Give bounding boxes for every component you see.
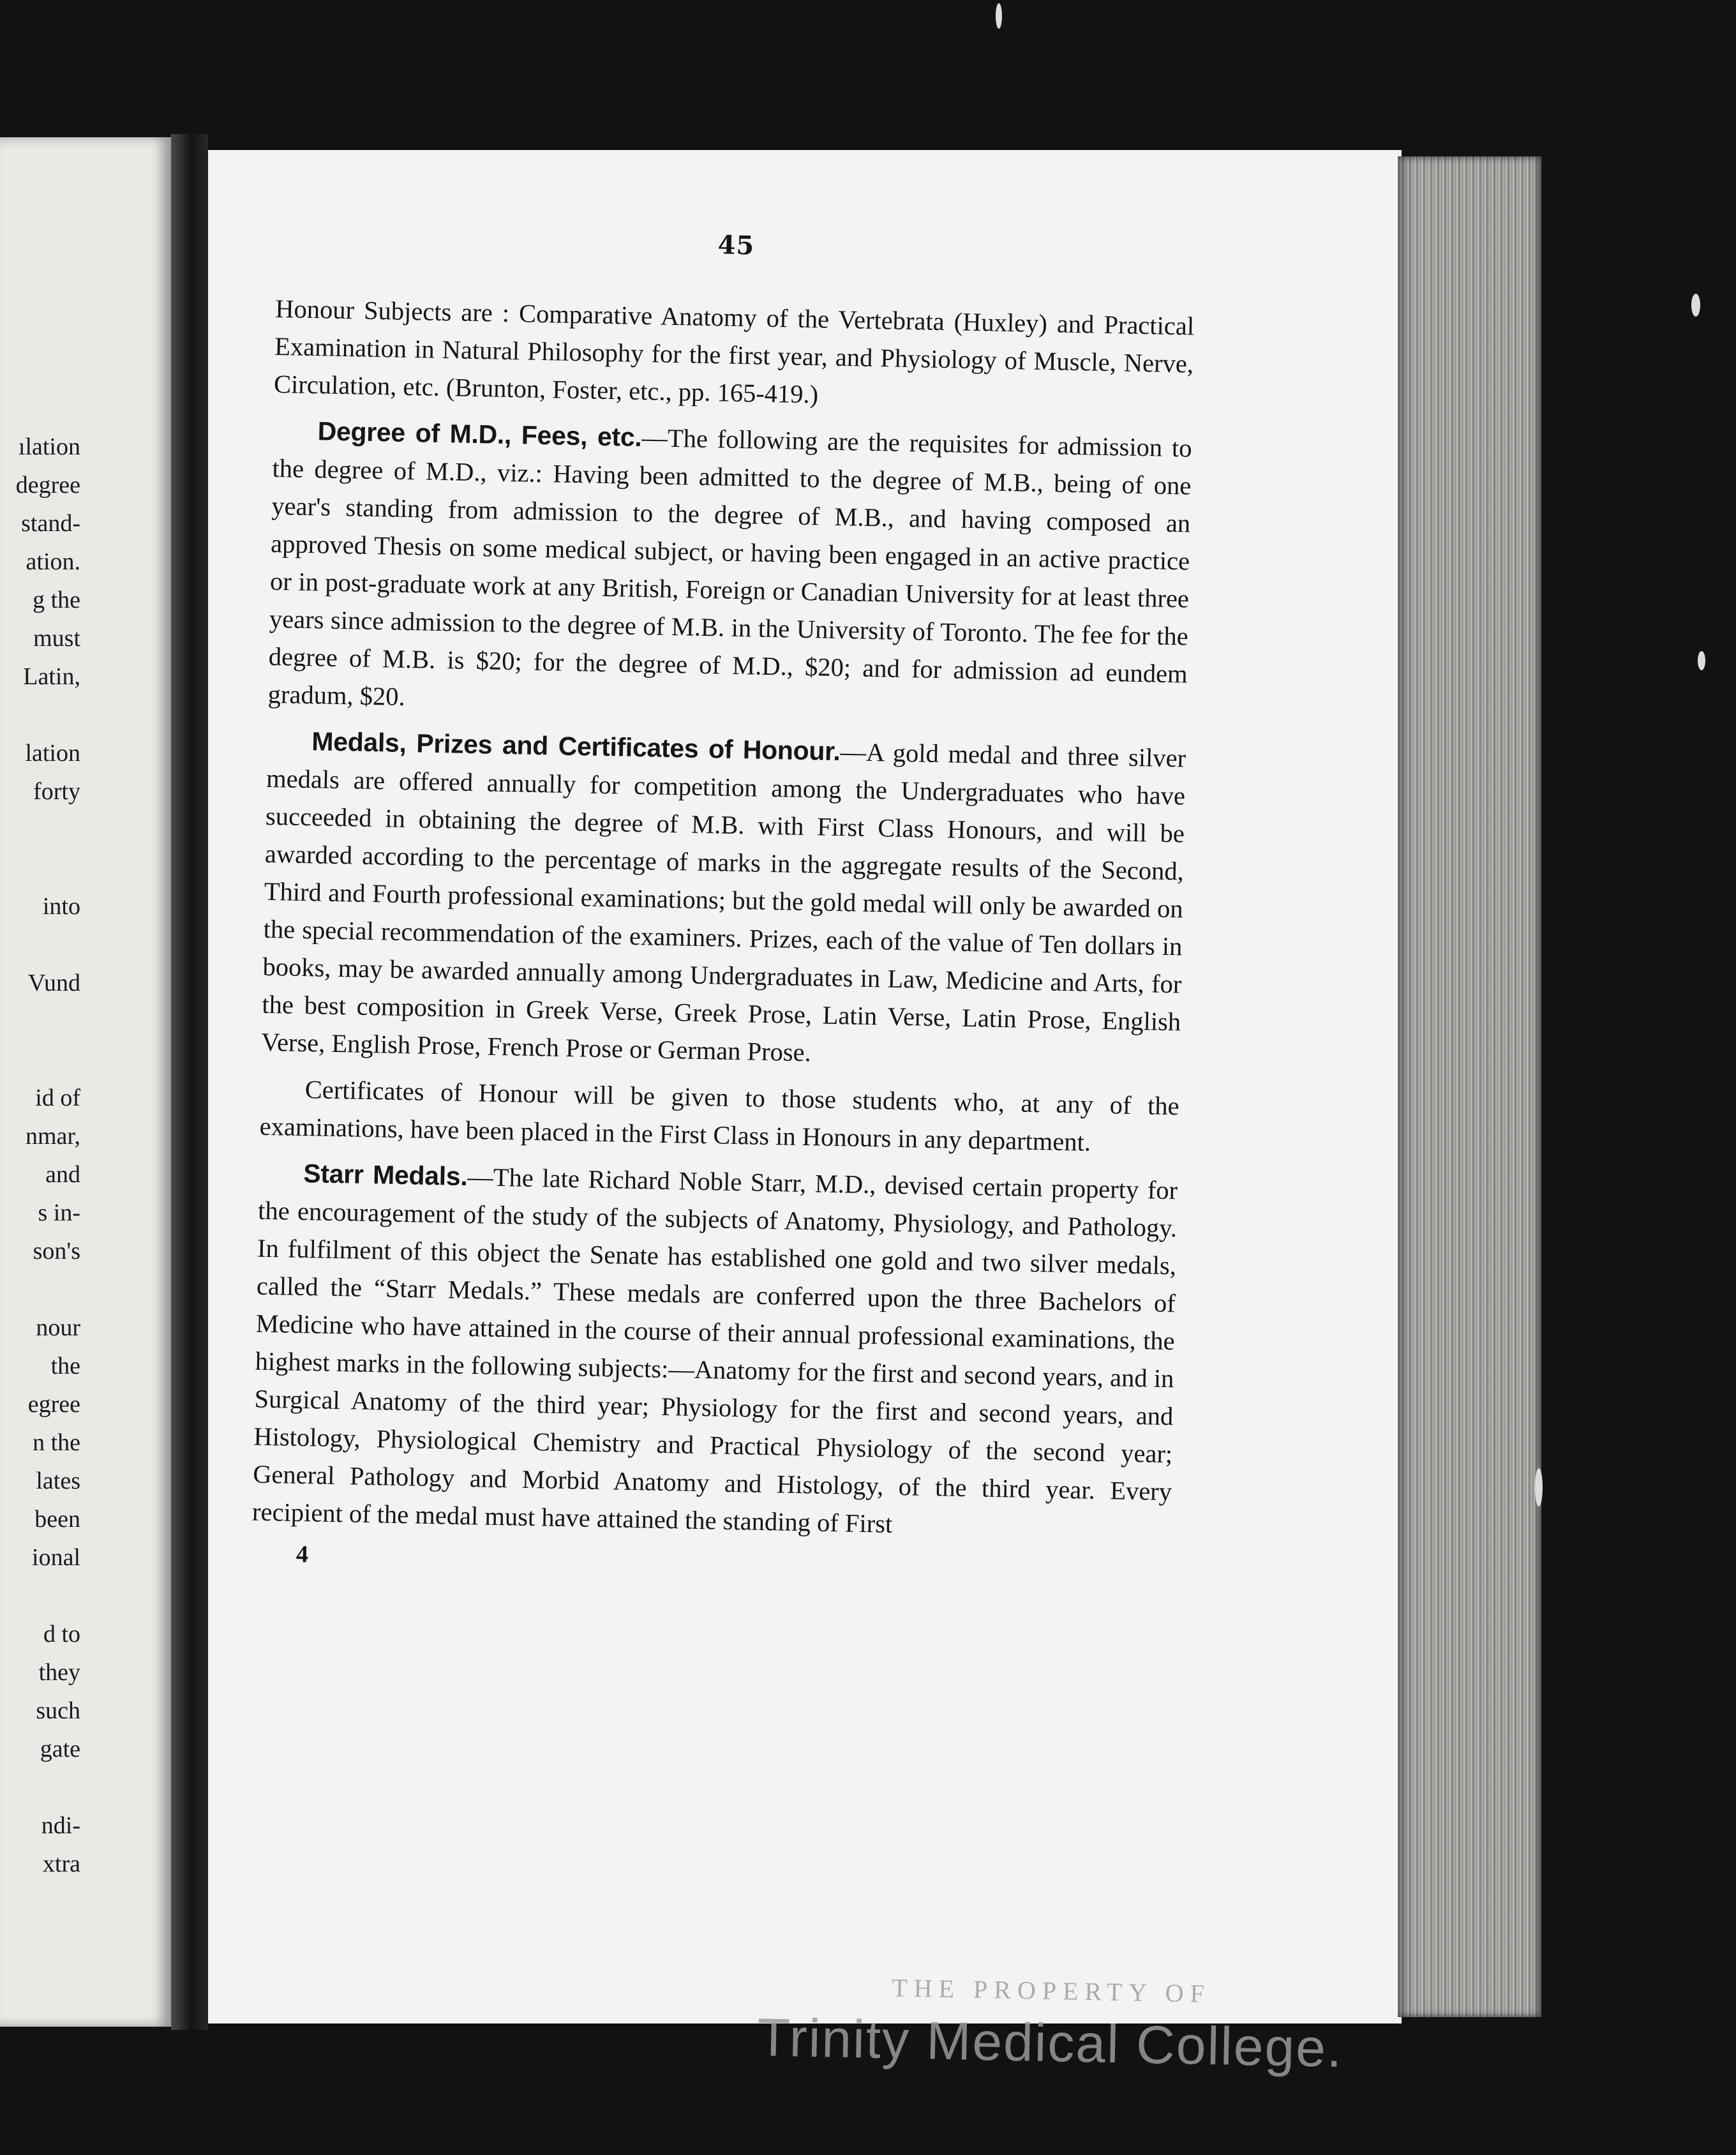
paragraph-text: Honour Subjects are : Comparative Anatomy of the Vertebrata (Huxley) and Practical Examination in Natural Philosophy for the first year, and Physiology of Muscle, Nerve, Circulation, etc. (Brunton, Foster, etc., pp. 165-419.) (273, 294, 1195, 409)
current-page (208, 150, 1402, 2078)
previous-page-line (0, 926, 80, 964)
previous-page-line (0, 1768, 80, 1806)
previous-page-line: g the (33, 587, 80, 613)
previous-page-line (0, 1270, 80, 1309)
previous-page-line: s in- (38, 1199, 80, 1226)
previous-page-line: such (36, 1697, 80, 1724)
previous-page-line: degree (15, 472, 80, 499)
section-heading: Starr Medals. (303, 1159, 468, 1192)
signature-mark: 4 (296, 1540, 309, 1568)
previous-page-line: Vund (27, 970, 80, 996)
paragraph-medals-prizes (261, 722, 1186, 1079)
stamp-line-2: Trinity Medical College. (756, 2007, 1344, 2078)
paragraph-honour-subjects (274, 290, 1195, 421)
previous-page-line: been (34, 1506, 80, 1533)
previous-page-line: ation. (26, 548, 80, 575)
previous-page-line: Latin, (23, 663, 80, 690)
previous-page-line: into (42, 893, 80, 920)
previous-page-line (0, 811, 80, 849)
previous-page-line: ional (32, 1544, 80, 1571)
page-content (251, 222, 1196, 1585)
previous-page-line: egree (27, 1391, 80, 1418)
previous-page-line: forty (33, 778, 80, 805)
book-gutter (171, 134, 208, 2030)
previous-page-line: xtra (42, 1851, 80, 1877)
paragraph-certificates (259, 1070, 1179, 1163)
section-heading: Medals, Prizes and Certificates of Honour. (311, 726, 841, 767)
previous-page-line: ılation (18, 433, 80, 460)
previous-page-line: son's (33, 1238, 80, 1265)
stamp-line-1: THE PROPERTY OF (891, 1973, 1211, 2008)
dust-speck (996, 3, 1002, 29)
paragraph-text: —A gold medal and three silver medals are offered annually for competition among the Undergraduates who have succeeded in obtaining the degree of M.B. with First Class Honours, and will be awarded according to the percentage of marks in the aggregate results of the Second, Third and Fourth professional examinations; but the gold medal will only be awarded on the special recommendation of the examiners. Prizes, each of the value of Ten dollars in books, may be awarded annually among Undergraduates in Law, Medicine and Arts, for the best composition in Greek Verse, Greek Prose, Latin Verse, Latin Prose, English Verse, English Prose, French Prose or German Prose. (260, 737, 1186, 1067)
book-page-edges (1398, 156, 1541, 2017)
previous-page-line: n the (33, 1429, 80, 1456)
paragraph-text: Certificates of Honour will be given to those students who, at any of the examinations, have been placed in the First Class in Honours in any department. (259, 1075, 1180, 1157)
previous-page-line (0, 1002, 80, 1040)
dust-speck (1691, 294, 1700, 317)
previous-page-line: stand- (21, 510, 80, 537)
section-heading: Degree of M.D., Fees, etc. (317, 416, 642, 453)
previous-page-line: nmar, (25, 1123, 80, 1150)
previous-page-line: d to (43, 1621, 80, 1648)
paragraph-degree-md (267, 412, 1192, 731)
previous-page-line (0, 849, 80, 887)
previous-page-line: and (45, 1161, 80, 1188)
previous-page-line: must (33, 625, 80, 652)
paragraph-starr-medals (252, 1154, 1178, 1549)
dust-speck (1535, 1468, 1543, 1506)
previous-page-line: ndi- (41, 1812, 80, 1839)
previous-page-line: gate (40, 1736, 80, 1762)
previous-page-line: id of (35, 1085, 80, 1111)
dust-speck (1698, 651, 1705, 670)
paragraph-text: —The following are the requisites for admission to the degree of M.D., viz.: Having been admitted to the degree of M.B., being of one year's standing from admission to the degree of M.B., and having composed an approved Thesis on some medical subject, or having been engaged in an active practice or in post-graduate work at any British, Foreign or Canadian University for at least three years since admission to the degree of M.B. in the University of Toronto. The fee for the degree of M.B. is $20; for the degree of M.D., $20; and for admission ad eundem gradum, $20. (267, 423, 1192, 711)
page-number: 45 (717, 230, 755, 261)
previous-page-line (0, 1577, 80, 1615)
previous-page-line: they (38, 1659, 80, 1686)
previous-page-line: nour (36, 1314, 80, 1341)
previous-page-line (0, 696, 80, 734)
paragraph-text: —The late Richard Noble Starr, M.D., devised certain property for the encouragement of the study of the subjects of Anatomy, Physiology, and Pathology. In fulfilment of this object the Senate has established one gold and two silver medals, called the “Starr Medals.” These medals are conferred upon the three Bachelors of Medicine who have attained in the course of their annual professional examinations, the highest marks in the following subjects:—Anatomy for the first and second years, and in Surgical Anatomy of the third year; Physiology for the first and second years, and Histology, Physiological Chemistry and Practical Physiology of the second year; General Pathology and Morbid Anatomy and Histology, of the third year. Every recipient of the medal must have attained the standing of First (251, 1162, 1178, 1538)
previous-page-line (0, 1040, 80, 1079)
previous-page-line: the (50, 1353, 80, 1379)
previous-page (0, 137, 171, 2027)
ownership-stamp (699, 1969, 1403, 2080)
previous-page-line: lates (36, 1468, 80, 1494)
previous-page-text (0, 428, 80, 2151)
previous-page-line: lation (25, 740, 80, 767)
